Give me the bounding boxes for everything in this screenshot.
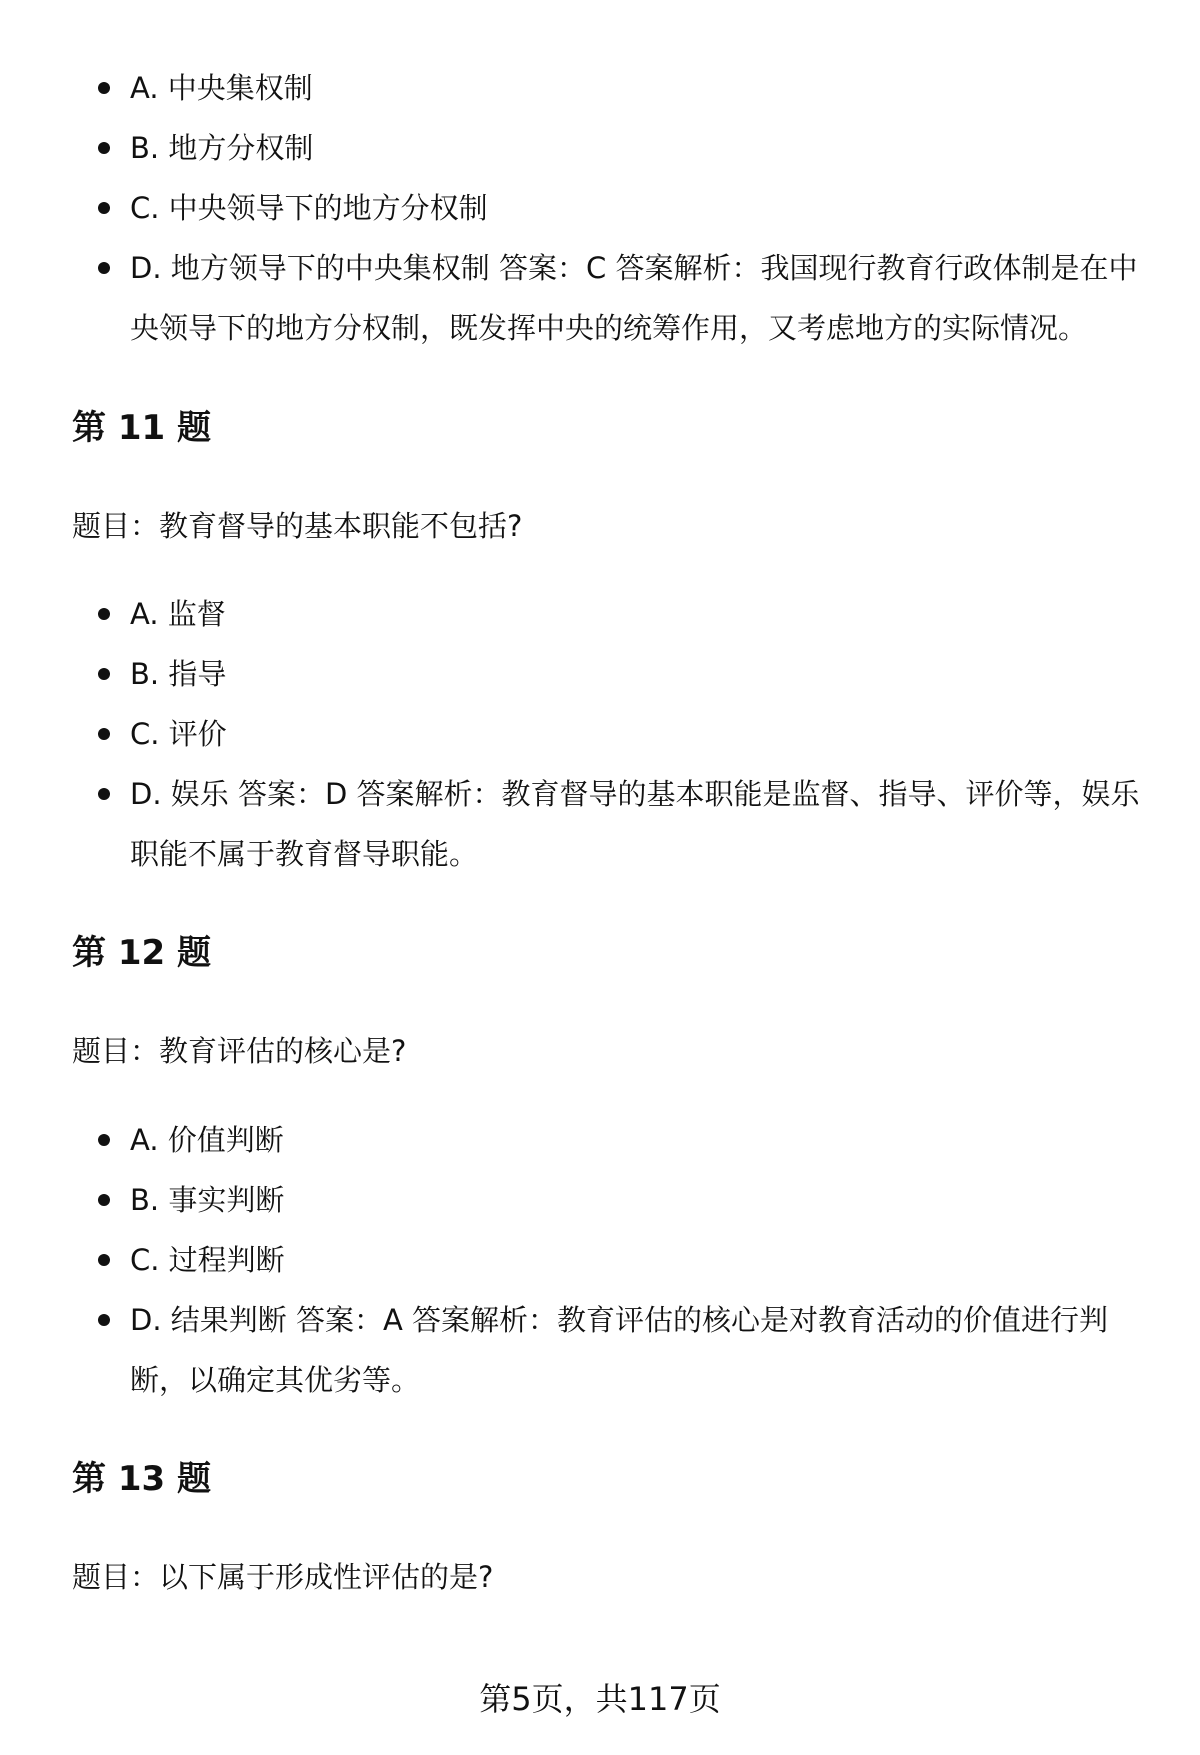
list-item: C. 过程判断	[72, 1230, 1160, 1290]
q13-question: 题目：以下属于形成性评估的是?	[72, 1560, 494, 1594]
q12-heading: 第 12 题	[72, 933, 211, 973]
list-item: B. 地方分权制	[72, 118, 1160, 178]
list-item: A. 价值判断	[72, 1110, 1160, 1170]
bullet-icon	[98, 1314, 110, 1326]
list-item: D. 地方领导下的中央集权制 答案：C 答案解析：我国现行教育行政体制是在中央领导下的地方分权制，既发挥中央的统筹作用，又考虑地方的实际情况。	[72, 238, 1160, 358]
q11-heading: 第 11 题	[72, 408, 211, 448]
bullet-icon	[98, 728, 110, 740]
list-item: A. 监督	[72, 584, 1160, 644]
list-item: B. 事实判断	[72, 1170, 1160, 1230]
bullet-icon	[98, 608, 110, 620]
list-item: D. 结果判断 答案：A 答案解析：教育评估的核心是对教育活动的价值进行判断，以确定其优劣等。	[72, 1290, 1160, 1410]
list-item: A. 中央集权制	[72, 58, 1160, 118]
q10-options	[72, 58, 1160, 358]
bullet-icon	[98, 1254, 110, 1266]
q13-heading: 第 13 题	[72, 1459, 211, 1499]
q12-options	[72, 1110, 1160, 1410]
bullet-icon	[98, 1194, 110, 1206]
q11-question: 题目：教育督导的基本职能不包括?	[72, 509, 523, 543]
bullet-icon	[98, 202, 110, 214]
q11-options	[72, 584, 1160, 884]
list-item: B. 指导	[72, 644, 1160, 704]
bullet-icon	[98, 668, 110, 680]
bullet-icon	[98, 82, 110, 94]
q12-question: 题目：教育评估的核心是?	[72, 1034, 407, 1068]
list-item: C. 中央领导下的地方分权制	[72, 178, 1160, 238]
bullet-icon	[98, 1134, 110, 1146]
page-number-footer: 第5页，共117页	[479, 1680, 721, 1718]
list-item: D. 娱乐 答案：D 答案解析：教育督导的基本职能是监督、指导、评价等，娱乐职能不属于教育督导职能。	[72, 764, 1160, 884]
bullet-icon	[98, 262, 110, 274]
bullet-icon	[98, 788, 110, 800]
bullet-icon	[98, 142, 110, 154]
list-item: C. 评价	[72, 704, 1160, 764]
